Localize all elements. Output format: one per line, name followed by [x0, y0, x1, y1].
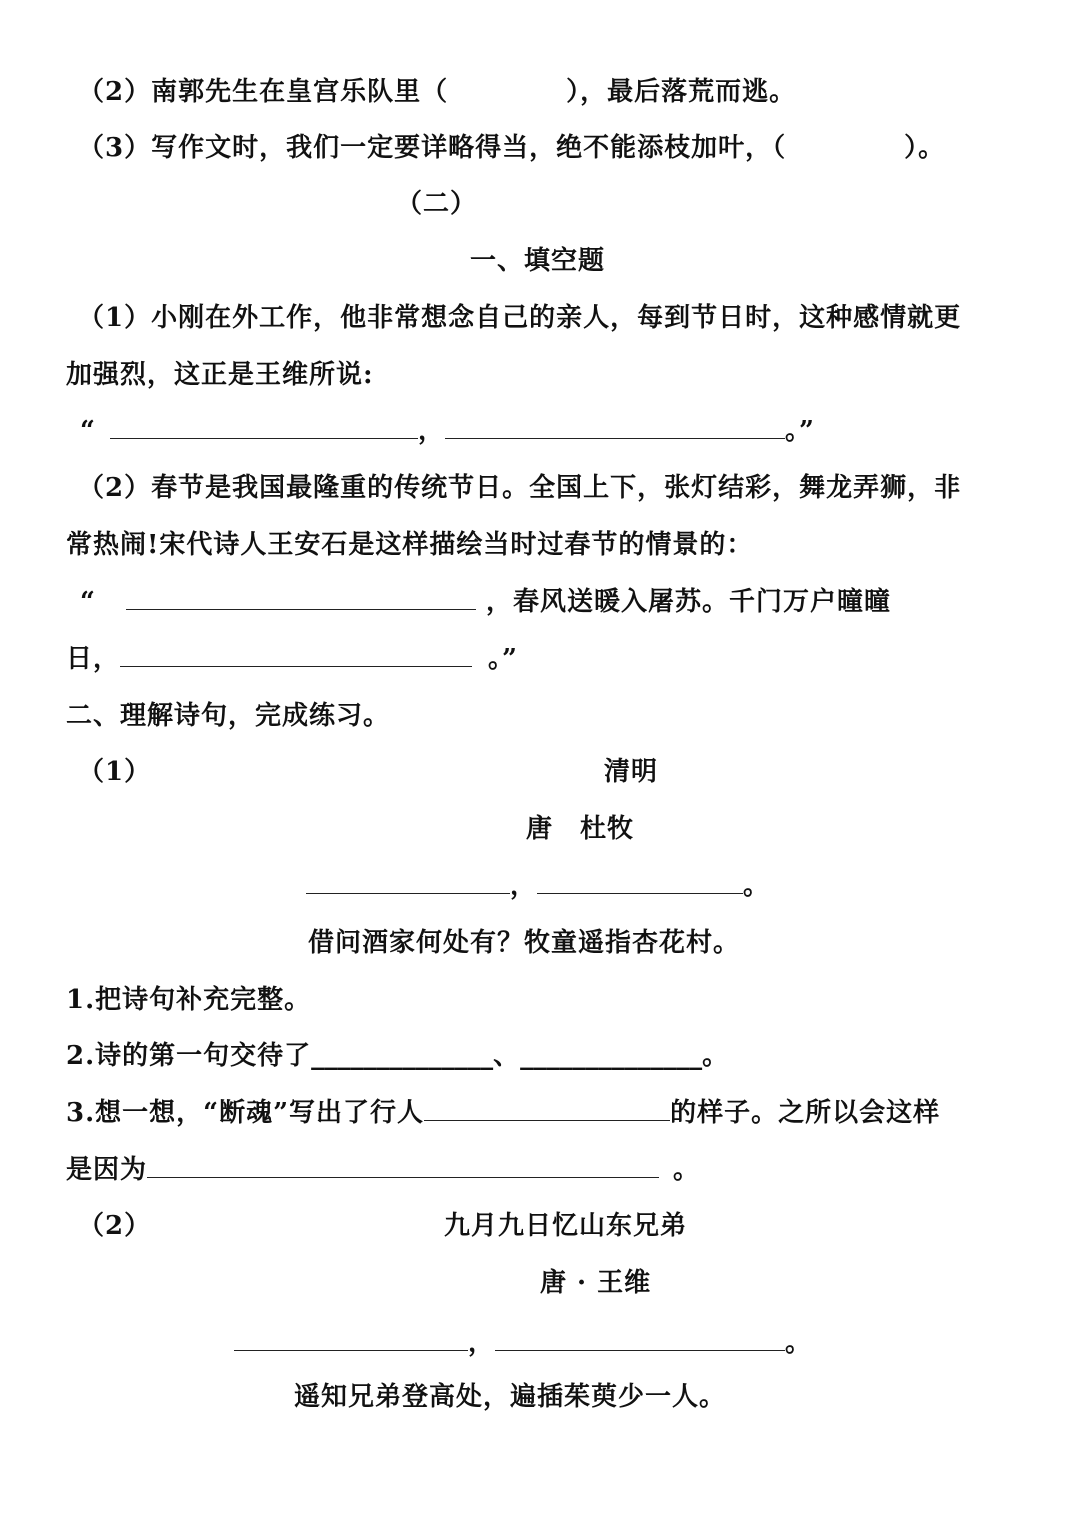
answer-blank[interactable] [147, 1155, 659, 1178]
question-2-line [78, 74, 796, 110]
fill-q1-line2: 加强烈，这正是王维所说: [66, 360, 374, 390]
fill-q2-line2: 常热闹!宋代诗人王安石是这样描绘当时过春节的情景的： [66, 530, 754, 560]
line-start-text: 日， [66, 644, 121, 674]
period: 。 [785, 1328, 813, 1358]
separator: 、 [493, 1041, 521, 1071]
answer-blank[interactable] [120, 644, 472, 667]
answer-blank[interactable] [537, 871, 743, 894]
answer-blank[interactable] [306, 871, 510, 894]
poem2-title: 九月九日忆山东兄弟 [444, 1211, 688, 1241]
answer-blank[interactable] [448, 78, 566, 100]
poem1-task1: 1.把诗句补充完整。 [66, 985, 312, 1015]
comma: ， [510, 871, 538, 901]
comma: ， [417, 416, 445, 446]
task3-line2-text: 是因为 [66, 1155, 148, 1185]
answer-blank[interactable] [786, 134, 904, 156]
question-2-text-after: ），最后落荒而逃。 [566, 77, 797, 107]
comma: ， [468, 1328, 496, 1358]
poem1-author: 唐 杜牧 [526, 814, 635, 844]
answer-blank[interactable]: ______________ [520, 1041, 703, 1071]
period: 。 [743, 871, 771, 901]
poem1-task3-line1 [66, 1095, 940, 1131]
section-heading: （二） [396, 189, 478, 219]
open-quote: “ [80, 587, 96, 617]
poem2-blank-line [234, 1325, 812, 1361]
period: 。 [702, 1041, 730, 1071]
fill-q1-line1: （1）小刚在外工作，他非常想念自己的亲人，每到节日时，这种感情就更 [78, 303, 962, 333]
answer-blank[interactable] [424, 1098, 670, 1121]
fill-in-heading: 一、填空题 [470, 246, 606, 276]
fill-q1-answer-line [80, 413, 815, 449]
poem1-blank-line [306, 868, 770, 904]
fill-q2-line4 [66, 641, 518, 677]
poem-middle-text: ，春风送暖入屠苏。千门万户曈曈 [485, 587, 891, 617]
task3-after-text: 的样子。之所以会这样 [670, 1098, 941, 1128]
understand-heading: 二、理解诗句，完成练习。 [66, 701, 391, 731]
answer-blank[interactable]: ______________ [311, 1041, 494, 1071]
question-3-line [78, 130, 945, 166]
poem1-task3-line2 [66, 1152, 700, 1188]
quote-end: 。” [488, 644, 518, 674]
answer-blank[interactable] [126, 587, 476, 610]
poem1-known-line: 借问酒家何处有？牧童遥指杏花村。 [308, 928, 741, 958]
answer-blank[interactable] [495, 1328, 785, 1351]
answer-blank[interactable] [234, 1328, 468, 1351]
fill-q2-line1: （2）春节是我国最隆重的传统节日。全国上下，张灯结彩，舞龙弄狮，非 [78, 473, 962, 503]
task2-text: 2.诗的第一句交待了 [66, 1041, 312, 1071]
answer-blank[interactable] [445, 416, 785, 439]
poem2-known-line: 遥知兄弟登高处，遍插茱萸少一人。 [294, 1382, 727, 1412]
poem1-title: 清明 [604, 757, 659, 787]
poem1-task2 [66, 1038, 729, 1074]
quote-end: 。” [784, 416, 815, 446]
period: 。 [673, 1155, 701, 1185]
open-quote: “ [80, 416, 96, 446]
task3-text: 3.想一想，“断魂”写出了行人 [66, 1098, 425, 1128]
answer-blank[interactable] [110, 416, 418, 439]
question-3-text-after: ）。 [904, 133, 946, 163]
poem2-author: 唐 · 王维 [540, 1268, 652, 1298]
question-2-text-before: （2）南郭先生在皇宫乐队里（ [78, 77, 449, 107]
question-3-text-before: （3）写作文时，我们一定要详略得当，绝不能添枝加叶，（ [78, 133, 787, 163]
poem1-number: （1） [78, 757, 152, 787]
fill-q2-line3 [80, 584, 891, 620]
poem2-number: （2） [78, 1211, 152, 1241]
